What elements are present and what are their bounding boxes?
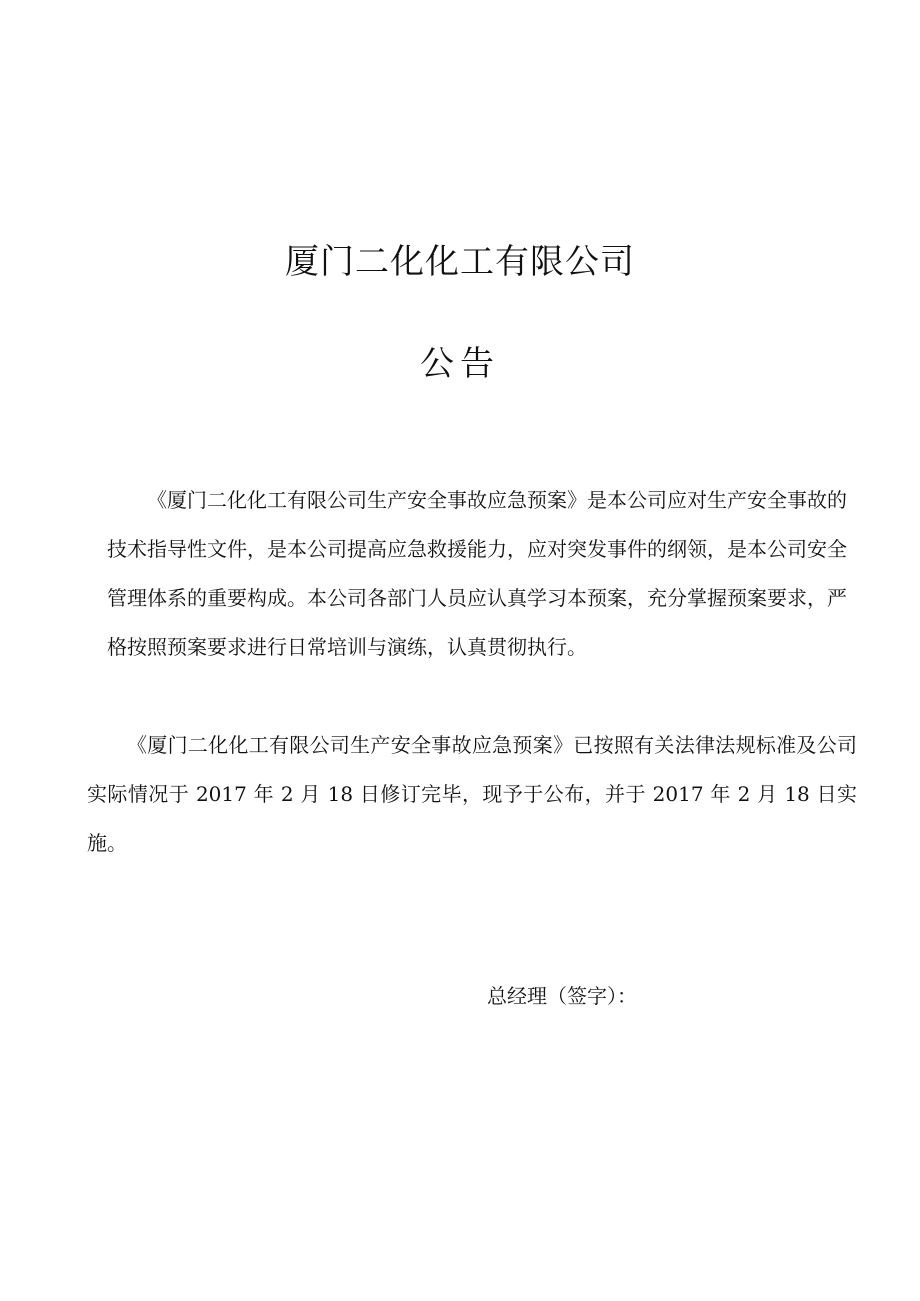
body-paragraph-2: 《厦门二化化工有限公司生产安全事故应急预案》已按照有关法律法规标准及公司实际情况于 2017 年 2 月 18 日修订完毕，现予于公布，并于 2017 年 2 月 18 日实施。 (87, 733, 857, 855)
body-paragraph-1: 《厦门二化化工有限公司生产安全事故应急预案》是本公司应对生产安全事故的技术指导性文件，是本公司提高应急救援能力，应对突发事件的纲领，是本公司安全管理体系的重要构成。本公司各部门人员应认真学习本预案，充分掌握预案要求，严格按照预案要求进行日常培训与演练，认真贯彻执行。 (107, 488, 847, 659)
signature-label: 总经理（签字）： (487, 984, 637, 1008)
company-title: 厦门二化化工有限公司 (285, 242, 635, 282)
notice-title: 公告 (420, 344, 500, 384)
